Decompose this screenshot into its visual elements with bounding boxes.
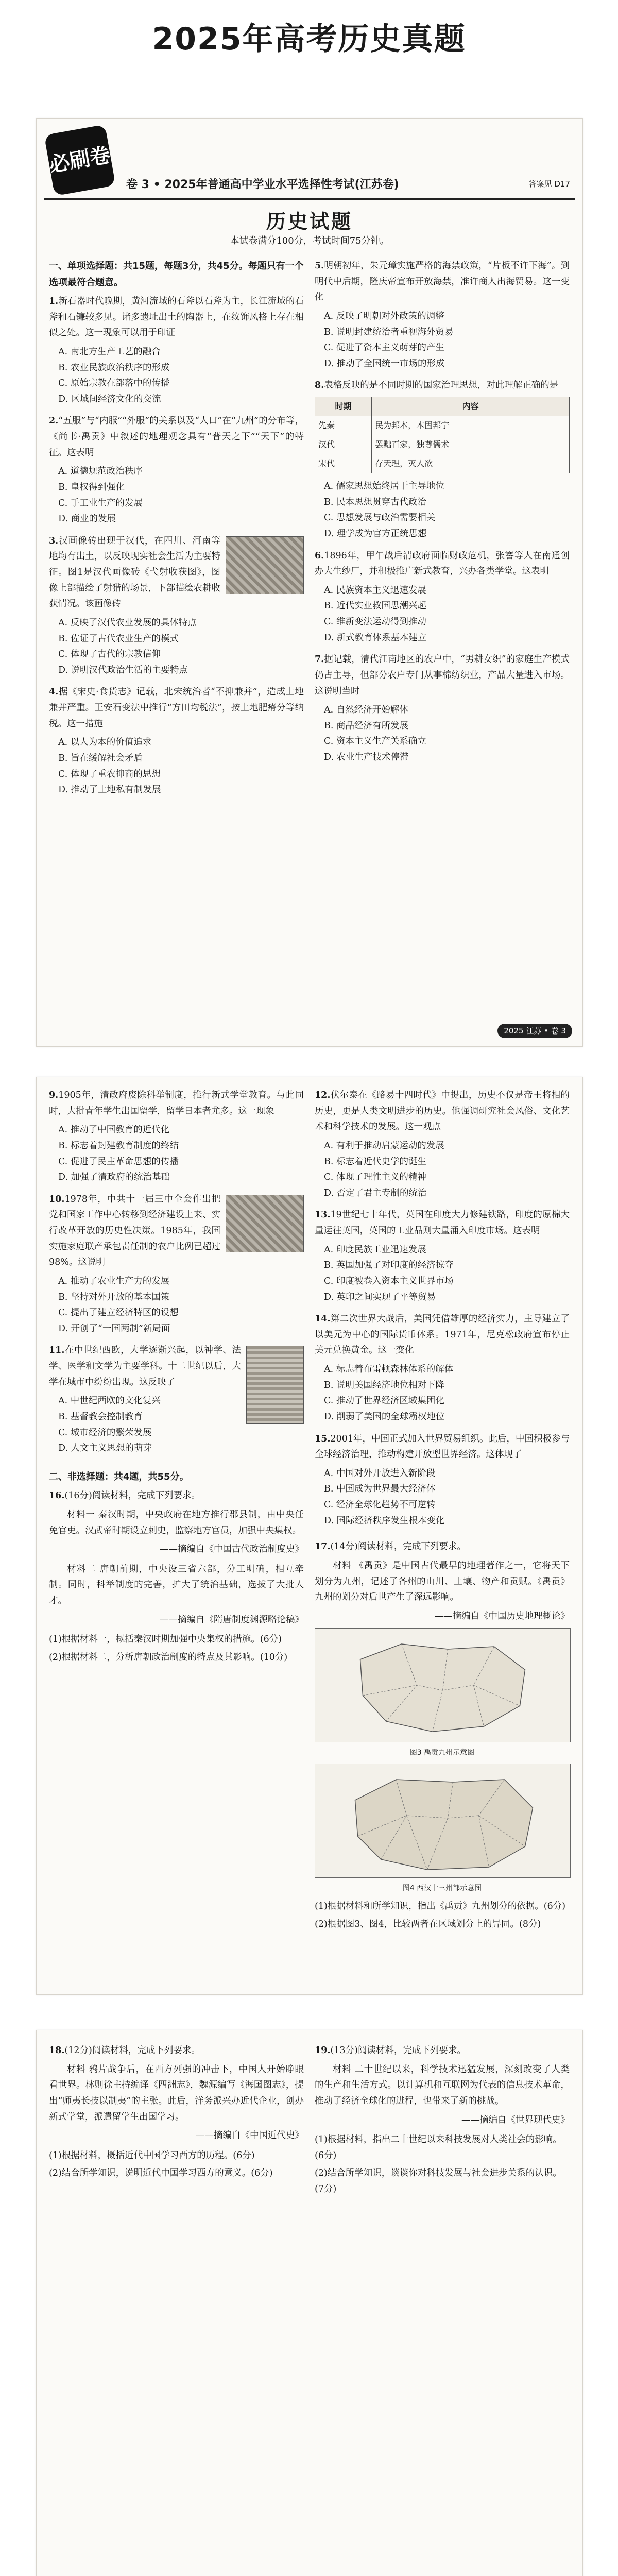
question-14 — [315, 1311, 570, 1359]
question-number: 4. — [49, 687, 59, 698]
sub-question: (1)根据材料一，概括秦汉时期加强中央集权的措施。(6分) — [49, 1634, 282, 1645]
option: B. 皇权得到强化 — [58, 482, 125, 493]
option: B. 坚持对外开放的基本国策 — [58, 1292, 170, 1302]
question-18 — [49, 2043, 304, 2059]
sub-question: (1)根据材料，指出二十世纪以来科技发展对人类社会的影响。(6分) — [315, 2134, 562, 2161]
subject-title: 历史试题 — [266, 210, 353, 233]
right-column — [315, 2043, 570, 2199]
relief-brick-image — [226, 536, 304, 594]
option: B. 民本思想贯穿古代政治 — [324, 497, 426, 507]
question-text: 19世纪七十年代，英国在印度大力修建铁路，印度的原棉大量运往英国，英国的工业品则大量涌入印度市场。这表明 — [315, 1210, 570, 1236]
question-number: 8. — [315, 380, 324, 391]
left-column — [49, 258, 304, 804]
question-text: 新石器时代晚期，黄河流域的石斧以石斧为主，长江流域的石斧和石镰较多见。诸多遗址出土的陶器上，在纹饰风格上存在相似之处。这一现象可以用于印证 — [49, 296, 304, 338]
option: A. 道德规范政治秩序 — [58, 466, 143, 477]
options-3 — [58, 615, 304, 679]
question-text: 据《宋史·食货志》记载，北宋统治者“不抑兼并”，造成土地兼并严重。王安石变法中推行“方田均税法”，按土地肥瘠分等纳税。这一措施 — [49, 687, 304, 729]
map-caption: 图4 西汉十三州部示意图 — [402, 1884, 482, 1892]
question-text: “五服”与“内服”“外服”的关系以及“人口”在“九州”的分布等，《尚书·禹贡》中叙述的地理观念具有“普天之下”“天下”的特征。这表明 — [49, 416, 304, 458]
table-cell: 存天理，灭人欲 — [372, 454, 570, 473]
options-12 — [324, 1138, 570, 1201]
map-thirteen-regions-svg — [315, 1764, 570, 1877]
option: C. 体现了理性主义的精神 — [324, 1172, 426, 1183]
question-number: 7. — [315, 654, 324, 665]
question-number: 19. — [315, 2045, 331, 2056]
page-badge: 2025 江苏 • 卷 3 — [497, 1024, 572, 1038]
sub-question: (2)根据图3、图4，比较两者在区域划分上的异同。(8分) — [315, 1919, 541, 1929]
material-source: ——摘编自《中国近代史》 — [196, 2130, 304, 2141]
option: D. 开创了“一国两制”新局面 — [58, 1323, 170, 1334]
option: D. 说明汉代政治生活的主要特点 — [58, 665, 188, 675]
options-1 — [58, 344, 304, 408]
sub-question: (2)根据材料二，分析唐朝政治制度的特点及其影响。(10分) — [49, 1652, 288, 1663]
option: D. 推动了全国统一市场的形成 — [324, 358, 445, 369]
option: B. 基督教会控制教育 — [58, 1411, 143, 1422]
question-text: 明朝初年，朱元璋实施严格的海禁政策，“片板不许下海”。到明代中后期，隆庆帝宣布开放海禁，准许商人出海贸易。这一变化 — [315, 261, 570, 303]
option: A. 自然经济开始解体 — [324, 705, 408, 716]
exam-banner — [44, 126, 575, 200]
material-1: 材料 《禹贡》是中国古代最早的地理著作之一，它将天下划分为九州，记述了各州的山川、土壤、物产和贡赋。《禹贡》九州的划分对后世产生了深远影响。 — [315, 1560, 570, 1603]
option: D. 国际经济秩序发生根本变化 — [324, 1515, 445, 1526]
option: C. 手工业生产的发展 — [58, 498, 143, 509]
thought-table — [315, 397, 570, 473]
option: B. 商品经济有所发展 — [324, 720, 408, 731]
option: D. 推动了土地私有制发展 — [58, 785, 161, 795]
option: A. 中国对外开放进入新阶段 — [324, 1468, 436, 1479]
section-2-heading: 二、非选择题：共4题，共55分。 — [49, 1471, 189, 1482]
question-text: (16分)阅读材料，完成下列要求。 — [64, 1490, 200, 1501]
option: A. 反映了汉代农业发展的具体特点 — [58, 617, 197, 628]
question-text: 在中世纪西欧，大学逐渐兴起，以神学、法学、医学和文学为主要学科。十二世纪以后，大学在城市中纷纷出现。这反映了 — [49, 1345, 241, 1387]
table-cell: 宋代 — [315, 454, 372, 473]
question-17 — [315, 1539, 570, 1555]
answer-page-label: 答案见 D17 — [528, 179, 570, 189]
exam-title-bar — [121, 174, 575, 193]
option: B. 标志着近代史学的诞生 — [324, 1156, 426, 1167]
question-text: 1905年，清政府废除科举制度，推行新式学堂教育。与此同时，大批青年学生出国留学，留学日本者尤多。这一现象 — [49, 1090, 304, 1116]
options-15 — [324, 1466, 570, 1529]
option: A. 标志着布雷顿森林体系的解体 — [324, 1364, 454, 1375]
option: B. 说明封建统治者重视海外贸易 — [324, 327, 454, 337]
question-number: 1. — [49, 296, 59, 307]
option: D. 否定了君主专制的统治 — [324, 1188, 427, 1198]
options-13 — [324, 1242, 570, 1306]
options-9 — [58, 1122, 304, 1185]
option: B. 农业民族政治秩序的形成 — [58, 362, 170, 373]
question-12 — [315, 1088, 570, 1135]
option: C. 推动了世界经济区域集团化 — [324, 1396, 444, 1406]
question-text: (14分)阅读材料，完成下列要求。 — [330, 1541, 466, 1552]
question-text: 表格反映的是不同时期的国家治理思想，对此理解正确的是 — [324, 380, 559, 391]
question-number: 11. — [49, 1345, 65, 1356]
map-nine-provinces-svg — [315, 1629, 570, 1742]
options-4 — [58, 735, 304, 798]
option: C. 原始宗教在部落中的传播 — [58, 378, 170, 389]
question-number: 12. — [315, 1090, 331, 1100]
question-15 — [315, 1431, 570, 1463]
material-1: 材料一 秦汉时期，中央政府在地方推行郡县制，由中央任免官吏。汉武帝时期设立刺史，监察地方官员，加强中央集权。 — [49, 1509, 304, 1536]
question-5 — [315, 258, 570, 306]
option: C. 提出了建立经济特区的设想 — [58, 1308, 179, 1318]
option: C. 印度被卷入资本主义世界市场 — [324, 1276, 454, 1286]
option: D. 农业生产技术停滞 — [324, 752, 409, 762]
options-8 — [324, 479, 570, 542]
question-text: 1978年，中共十一届三中全会作出把党和国家工作中心转移到经济建设上来、实行改革开放的历史性决策。1985年，我国实施家庭联产承包责任制的农户比例已超过98%。这说明 — [49, 1194, 220, 1268]
option: A. 民族资本主义迅速发展 — [324, 585, 426, 596]
question-8 — [315, 378, 570, 394]
question-number: 6. — [315, 550, 324, 561]
map-caption: 图3 禹贡九州示意图 — [409, 1749, 475, 1757]
option: B. 说明美国经济地位相对下降 — [324, 1380, 444, 1391]
sub-question: (2)结合所学知识，说明近代中国学习西方的意义。(6分) — [49, 2168, 273, 2179]
map-thirteen-regions — [315, 1764, 571, 1878]
right-column — [315, 258, 570, 772]
question-text: (12分)阅读材料，完成下列要求。 — [64, 2045, 200, 2056]
question-4 — [49, 684, 304, 732]
option: C. 思想发展与政治需要相关 — [324, 513, 436, 523]
question-9 — [49, 1088, 304, 1119]
table-cell: 罢黜百家，独尊儒术 — [372, 435, 570, 454]
question-text: 1896年，甲午战后清政府面临财政危机，张謇等人在南通创办大生纱厂，并积极推广新式教育，兴办各类学堂。这表明 — [315, 550, 570, 577]
table-row — [315, 454, 570, 473]
table-cell: 先秦 — [315, 416, 372, 435]
option: A. 儒家思想始终居于主导地位 — [324, 481, 444, 492]
sub-question: (2)结合所学知识，谈谈你对科技发展与社会进步关系的认识。(7分) — [315, 2168, 562, 2194]
table-header: 内容 — [372, 397, 570, 416]
option: B. 标志着封建教育制度的终结 — [58, 1140, 179, 1151]
exam-sheet-page-3 — [36, 2030, 583, 2576]
option: A. 南北方生产工艺的融合 — [58, 346, 161, 357]
right-column — [315, 1088, 570, 1935]
question-16 — [49, 1488, 304, 1504]
option: D. 人文主义思想的萌芽 — [58, 1443, 152, 1454]
brand-logo: 必刷卷 — [44, 124, 115, 196]
question-number: 17. — [315, 1541, 331, 1552]
material-source: ——摘编自《中国古代政治制度史》 — [160, 1544, 304, 1555]
question-number: 14. — [315, 1314, 331, 1325]
option: D. 加强了清政府的统治基础 — [58, 1172, 170, 1183]
question-13 — [315, 1207, 570, 1239]
option: A. 反映了明朝对外政策的调整 — [324, 311, 444, 321]
question-number: 2. — [49, 416, 59, 427]
option: D. 商业的发展 — [58, 514, 116, 524]
question-text: 伏尔泰在《路易十四时代》中提出，历史不仅是帝王将相的历史，更是人类文明进步的历史。他强调研究社会风俗、文化艺术和科学技术的发展。这一观点 — [315, 1090, 570, 1132]
question-text: (13分)阅读材料，完成下列要求。 — [330, 2045, 466, 2056]
question-number: 18. — [49, 2045, 65, 2056]
question-text: 汉画像砖出现于汉代，在四川、河南等地均有出土，以反映现实社会生活为主要特征。图1是汉代画像砖《弋射收获图》，图像上部描绘了射猎的场景，下部描绘农耕收获情况。该画像砖 — [49, 535, 220, 609]
question-2 — [49, 413, 304, 461]
option: C. 维新变法运动得到推动 — [324, 617, 426, 627]
material-source: ——摘编自《中国历史地理概论》 — [434, 1611, 570, 1621]
section-1-heading: 一、单项选择题：共15题，每题3分，共45分。每题只有一个选项最符合题意。 — [49, 261, 304, 288]
options-14 — [324, 1362, 570, 1425]
option: A. 印度民族工业迅速发展 — [324, 1244, 426, 1255]
left-column — [49, 1088, 304, 1668]
option: C. 促进了民主革命思想的传播 — [58, 1156, 179, 1167]
sub-question: (1)根据材料和所学知识，指出《禹贡》九州划分的依据。(6分) — [315, 1901, 566, 1912]
exam-title: 卷 3 • 2025年普通高中学业水平选择性考试(江苏卷) — [126, 178, 399, 191]
material-source: ——摘编自《隋唐制度渊源略论稿》 — [160, 1614, 304, 1625]
option: D. 理学成为官方正统思想 — [324, 528, 427, 539]
material-1: 材料 二十世纪以来，科学技术迅猛发展，深刻改变了人类的生产和生活方式。以计算机和互联网为代表的信息技术革命，推动了经济全球化的进程，也带来了新的挑战。 — [315, 2064, 570, 2106]
option: C. 体现了古代的宗教信仰 — [58, 649, 161, 660]
question-number: 13. — [315, 1210, 331, 1221]
question-7 — [315, 652, 570, 699]
question-number: 16. — [49, 1490, 65, 1501]
material-1: 材料 鸦片战争后，在西方列强的冲击下，中国人开始睁眼看世界。林则徐主持编译《四洲志》，魏源编写《海国图志》，提出“师夷长技以制夷”的主张。此后，洋务派兴办近代企业，创办新式学堂，派遣留学生出国学习。 — [49, 2064, 304, 2122]
question-6 — [315, 548, 570, 580]
options-7 — [324, 702, 570, 766]
material-2: 材料二 唐朝前期，中央设三省六部，分工明确，相互牵制。同时，科举制度的完善，扩大了统治基础，选拔了大批人才。 — [49, 1564, 304, 1606]
options-5 — [324, 309, 570, 372]
question-text: 第二次世界大战后，美国凭借雄厚的经济实力，主导建立了以美元为中心的国际货币体系。1971年，尼克松政府宣布停止美元兑换黄金。这一变化 — [315, 1314, 570, 1356]
option: D. 削弱了美国的全球霸权地位 — [324, 1411, 445, 1422]
table-cell: 民为邦本，本固邦宁 — [372, 416, 570, 435]
option: A. 推动了中国教育的近代化 — [58, 1125, 170, 1136]
option: C. 资本主义生产关系确立 — [324, 736, 426, 747]
option: C. 促进了资本主义萌芽的产生 — [324, 343, 444, 353]
table-header: 时期 — [315, 397, 372, 416]
question-text: 2001年，中国正式加入世界贸易组织。此后，中国积极参与全球经济治理，推动构建开放型世界经济。这体现了 — [315, 1433, 570, 1460]
option: C. 体现了重农抑商的思想 — [58, 769, 161, 779]
option: B. 佐证了古代农业生产的模式 — [58, 633, 179, 644]
material-source: ——摘编自《世界现代史》 — [461, 2114, 570, 2125]
option: A. 中世纪西欧的文化复兴 — [58, 1396, 161, 1406]
options-10 — [58, 1274, 304, 1337]
page-title: 2025年高考历史真题 — [152, 21, 466, 57]
question-1 — [49, 294, 304, 341]
question-number: 15. — [315, 1433, 331, 1444]
sub-question: (1)根据材料，概括近代中国学习西方的历程。(6分) — [49, 2150, 255, 2161]
table-row — [315, 416, 570, 435]
exam-notice: 本试卷满分100分，考试时间75分钟。 — [230, 235, 389, 246]
options-6 — [324, 583, 570, 646]
question-number: 9. — [49, 1090, 59, 1100]
exam-sheet-page-1 — [36, 118, 583, 1047]
options-2 — [58, 464, 304, 527]
question-number: 3. — [49, 535, 59, 546]
question-number: 5. — [315, 261, 324, 271]
book-cover-image — [246, 1346, 304, 1424]
table-row — [315, 435, 570, 454]
option: A. 推动了农业生产力的发展 — [58, 1276, 170, 1286]
map-nine-provinces — [315, 1628, 571, 1742]
left-column — [49, 2043, 304, 2183]
option: B. 旨在缓解社会矛盾 — [58, 753, 143, 764]
option: D. 英印之间实现了平等贸易 — [324, 1292, 436, 1302]
table-cell: 汉代 — [315, 435, 372, 454]
question-text: 据记载，清代江南地区的农户中，“男耕女织”的家庭生产模式仍占主导，但部分农户专门从事棉纺织业，产品大量进入市场。这说明当时 — [315, 654, 570, 697]
option: B. 英国加强了对印度的经济掠夺 — [324, 1260, 454, 1271]
question-19 — [315, 2043, 570, 2059]
reform-photo — [226, 1195, 304, 1252]
exam-sheet-page-2 — [36, 1077, 583, 1995]
option: C. 城市经济的繁荣发展 — [58, 1427, 152, 1438]
question-number: 10. — [49, 1194, 65, 1205]
option: A. 有利于推动启蒙运动的发展 — [324, 1140, 444, 1151]
option: D. 新式教育体系基本建立 — [324, 632, 427, 643]
option: A. 以人为本的价值追求 — [58, 737, 152, 748]
option: B. 近代实业救国思潮兴起 — [324, 601, 426, 612]
option: B. 中国成为世界最大经济体 — [324, 1484, 436, 1495]
option: D. 区域间经济文化的交流 — [58, 394, 161, 404]
option: C. 经济全球化趋势不可逆转 — [324, 1500, 436, 1510]
